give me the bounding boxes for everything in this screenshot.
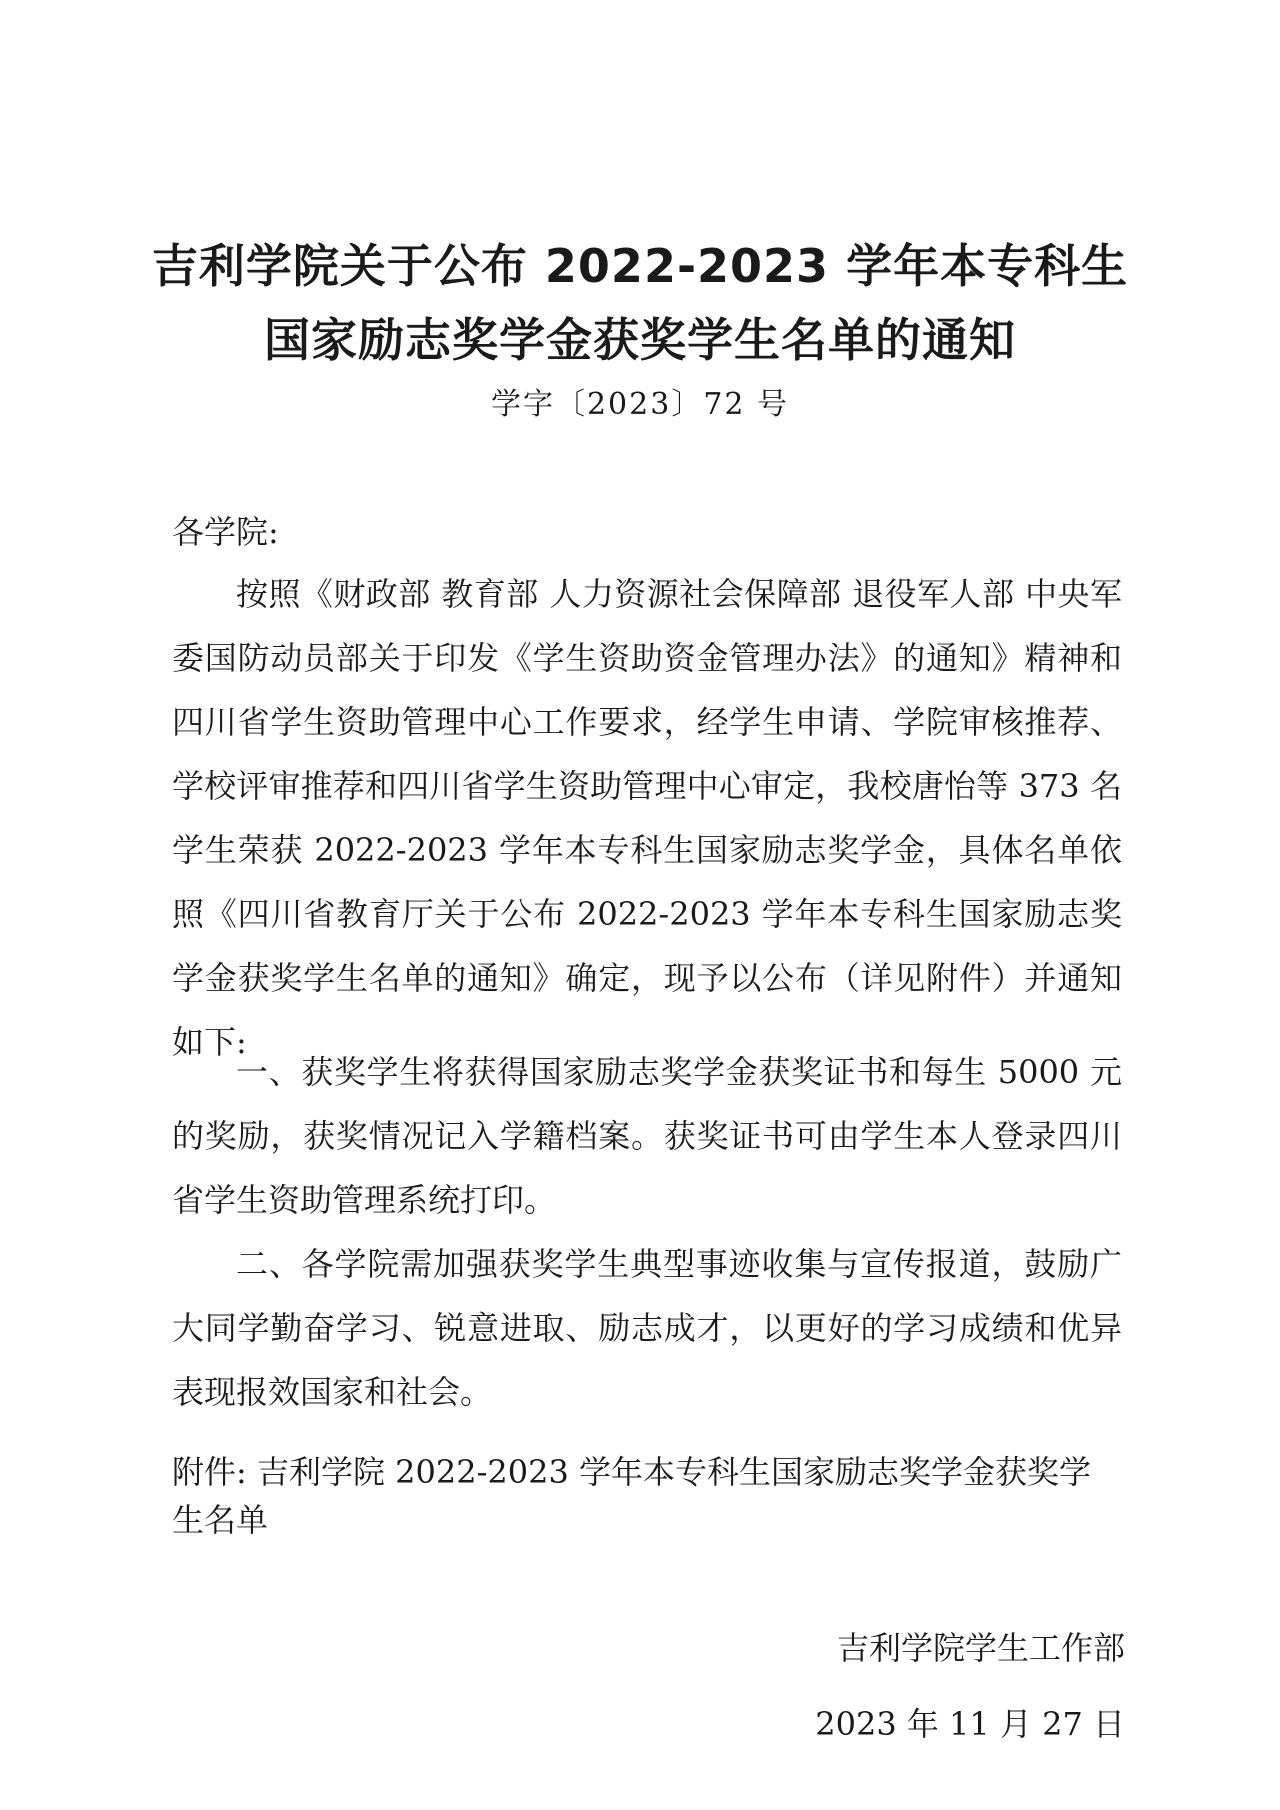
item-two-paragraph: 二、各学院需加强获奖学生典型事迹收集与宣传报道，鼓励广大同学勤奋学习、锐意进取、励志成才，以更好的学习成绩和优异表现报效国家和社会。 xyxy=(172,1245,1122,1411)
document-number: 学字〔2023〕72 号 xyxy=(490,387,790,422)
item-one-paragraph: 一、获奖学生将获得国家励志奖学金获奖证书和每生 5000 元的奖励，获奖情况记入学籍档案。获奖证书可由学生本人登录四川省学生资助管理系统打印。 xyxy=(172,1053,1122,1219)
document-title-line-1: 吉利学院关于公布 2022-2023 学年本专科生 xyxy=(151,239,1129,293)
issue-date: 2023 年 11 月 27 日 xyxy=(815,1705,1125,1743)
attachment-note: 附件: 吉利学院 2022-2023 学年本专科生国家励志奖学金获奖学生名单 xyxy=(172,1453,1091,1539)
document-title-line-2: 国家励志奖学金获奖学生名单的通知 xyxy=(264,313,1016,367)
issuer-signature: 吉利学院学生工作部 xyxy=(836,1629,1125,1667)
main-paragraph: 按照《财政部 教育部 人力资源社会保障部 退役军人部 中央军委国防动员部关于印发《学生资助资金管理办法》的通知》精神和四川省学生资助管理中心工作要求，经学生申请、学院审核推荐、学校评审推荐和四川省学生资助管理中心审定，我校唐怡等 373 名学生荣获 2022-2023 学年本专科生国家励志奖学金，具体名单依照《四川省教育厅关于公布 2022-2023 学年本专科生国家励志奖学金获奖学生名单的通知》确定，现予以公布（详见附件）并通知如下: xyxy=(172,575,1122,1061)
salutation: 各学院: xyxy=(172,513,279,551)
